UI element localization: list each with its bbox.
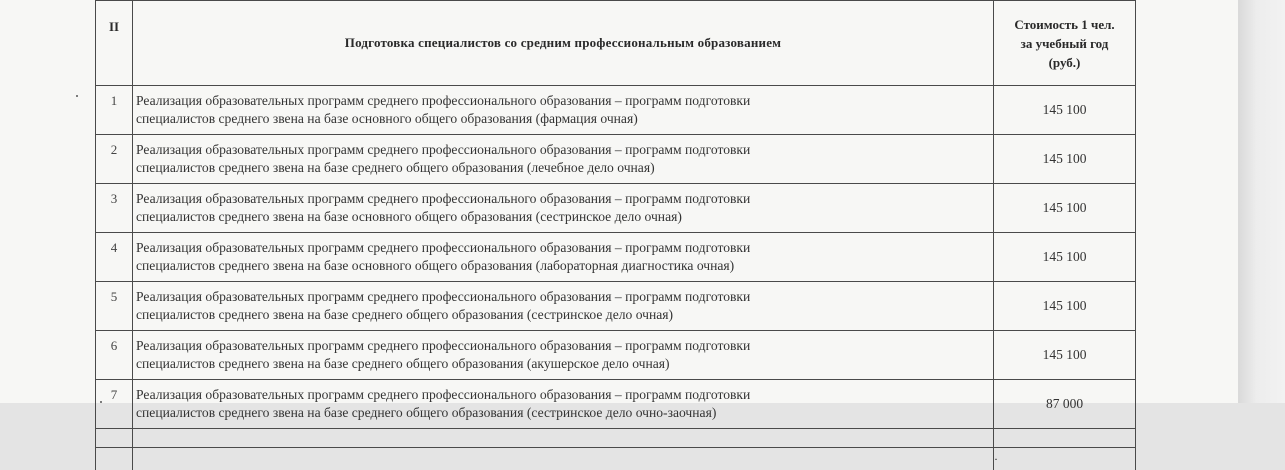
empty-cell xyxy=(994,429,1136,448)
empty-cell xyxy=(96,429,133,448)
description-line: Реализация образовательных программ среднего профессионального образования – программ подготовки xyxy=(136,337,993,355)
table-row xyxy=(96,184,1136,233)
row-number: 6 xyxy=(96,331,133,380)
section-title: Подготовка специалистов со средним профессиональным образованием xyxy=(133,1,994,86)
row-cost: 145 100 xyxy=(994,282,1136,331)
row-cost: 87 000 xyxy=(994,380,1136,429)
cost-column-header xyxy=(994,1,1136,86)
cost-header-line: Стоимость 1 чел. xyxy=(994,15,1135,34)
table-row xyxy=(96,282,1136,331)
row-description xyxy=(133,86,994,135)
row-number: 5 xyxy=(96,282,133,331)
table-row xyxy=(96,331,1136,380)
table-row xyxy=(96,233,1136,282)
row-cost: 145 100 xyxy=(994,86,1136,135)
empty-cell xyxy=(133,448,994,470)
row-cost: 145 100 xyxy=(994,184,1136,233)
description-line: специалистов среднего звена на базе основного общего образования (лабораторная диагностика очная) xyxy=(136,257,993,275)
table-row xyxy=(96,86,1136,135)
table-header-row xyxy=(96,1,1136,86)
section-number: II xyxy=(96,1,133,86)
cost-header-line: за учебный год xyxy=(994,34,1135,53)
row-number: 3 xyxy=(96,184,133,233)
description-line: Реализация образовательных программ среднего профессионального образования – программ подготовки xyxy=(136,190,993,208)
empty-table-row xyxy=(96,429,1136,448)
row-number: 1 xyxy=(96,86,133,135)
description-line: специалистов среднего звена на базе среднего общего образования (акушерское дело очная) xyxy=(136,355,993,373)
description-line: специалистов среднего звена на базе среднего общего образования (лечебное дело очная) xyxy=(136,159,993,177)
description-line: Реализация образовательных программ среднего профессионального образования – программ подготовки xyxy=(136,92,993,110)
empty-cell xyxy=(96,448,133,470)
table-row xyxy=(96,380,1136,429)
description-line: Реализация образовательных программ среднего профессионального образования – программ подготовки xyxy=(136,239,993,257)
description-line: Реализация образовательных программ среднего профессионального образования – программ подготовки xyxy=(136,386,993,404)
description-line: Реализация образовательных программ среднего профессионального образования – программ подготовки xyxy=(136,288,993,306)
row-number: 4 xyxy=(96,233,133,282)
description-line: специалистов среднего звена на базе основного общего образования (сестринское дело очная) xyxy=(136,208,993,226)
row-description xyxy=(133,233,994,282)
row-description xyxy=(133,331,994,380)
row-number: 7 xyxy=(96,380,133,429)
row-description xyxy=(133,282,994,331)
row-description xyxy=(133,135,994,184)
description-line: специалистов среднего звена на базе среднего общего образования (сестринское дело очно-заочная) xyxy=(136,404,993,422)
row-cost: 145 100 xyxy=(994,331,1136,380)
description-line: специалистов среднего звена на базе основного общего образования (фармация очная) xyxy=(136,110,993,128)
empty-cell xyxy=(133,429,994,448)
cost-header-line: (руб.) xyxy=(994,53,1135,72)
description-line: специалистов среднего звена на базе среднего общего образования (сестринское дело очная) xyxy=(136,306,993,324)
row-cost: 145 100 xyxy=(994,135,1136,184)
empty-table-row xyxy=(96,448,1136,470)
row-number: 2 xyxy=(96,135,133,184)
scan-speck xyxy=(76,95,78,97)
stray-mark: · xyxy=(994,448,1136,470)
row-cost: 145 100 xyxy=(994,233,1136,282)
cost-table xyxy=(95,0,1136,470)
table-row xyxy=(96,135,1136,184)
row-description xyxy=(133,380,994,429)
page-edge-shadow xyxy=(1238,0,1285,403)
description-line: Реализация образовательных программ среднего профессионального образования – программ подготовки xyxy=(136,141,993,159)
row-description xyxy=(133,184,994,233)
